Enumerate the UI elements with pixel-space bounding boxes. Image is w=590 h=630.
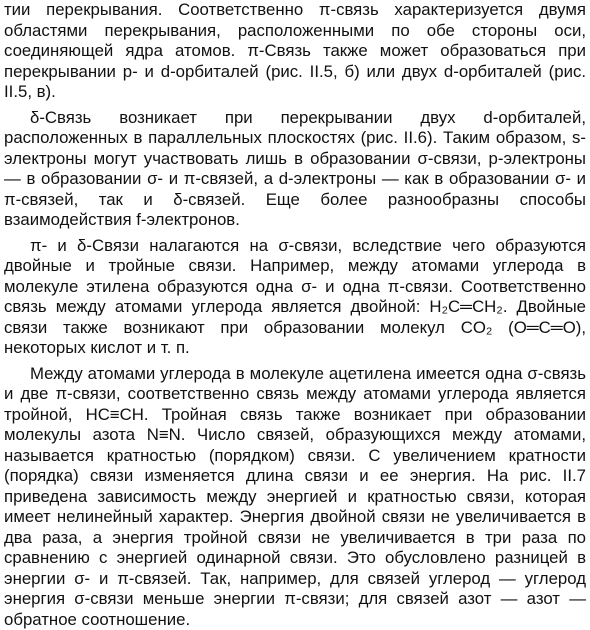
paragraph-bond-multiplicity: Между атомами углерода в молекуле ацетилена имеется одна σ-связь и две π-связи, соответственно связь между атомами углерода является тройной, HC≡CH. Тройная связь также возникает при образовании молекулы азота N≡N. Число связей, образующихся между атомами, называется кратностью (порядком) связи. С увеличением кратности (порядка) связи изменяется длина связи и ее энергия. На рис. II.7 приведена зависимость между энергией и кратностью связи, которая имеет нелинейный характер. Энергия двойной связи не увеличивается в два раза, а энергия тройной связи не увеличивается в три раза по сравнению с энергией одинарной связи. Это обусловлено разницей в энергии σ- и π-связей. Так, например, для связей углерод — углерод энергия σ-связи меньше энергии π-связи; для связей азот — азот — обратное соотношение. [4, 364, 586, 630]
paragraph-double-triple-bonds: π- и δ-Связи налагаются на σ-связи, вследствие чего образуются двойные и тройные связи. Например, между атомами углерода в молекуле этилена образуются одна σ- и одна π-связи. Соответственно связь между атомами углерода является двойной: H₂C═CH₂. Двойные связи также возникают при образовании молекул CO₂ (O═C═O), некоторых кислот и т. п. [4, 236, 586, 359]
paragraph-pi-bond-overlap: тии перекрывания. Соответственно π-связь характеризуется двумя областями перекрывания, расположенными по обе стороны оси, соединяющей ядра атомов. π-Связь также может образоваться при перекрывании p- и d-орбиталей (рис. II.5, б) или двух d-орбиталей (рис. II.5, в). [4, 0, 586, 103]
paragraph-delta-bond: δ-Связь возникает при перекрывании двух d-орбиталей, расположенных в параллельных плоскостях (рис. II.6). Таким образом, s-электроны могут участвовать лишь в образовании σ-связи, p-электроны — в образовании σ- и π-связей, а d-электроны — как в образовании σ- и π-связей, так и δ-связей. Еще более разнообразны способы взаимодействия f-электронов. [4, 108, 586, 231]
